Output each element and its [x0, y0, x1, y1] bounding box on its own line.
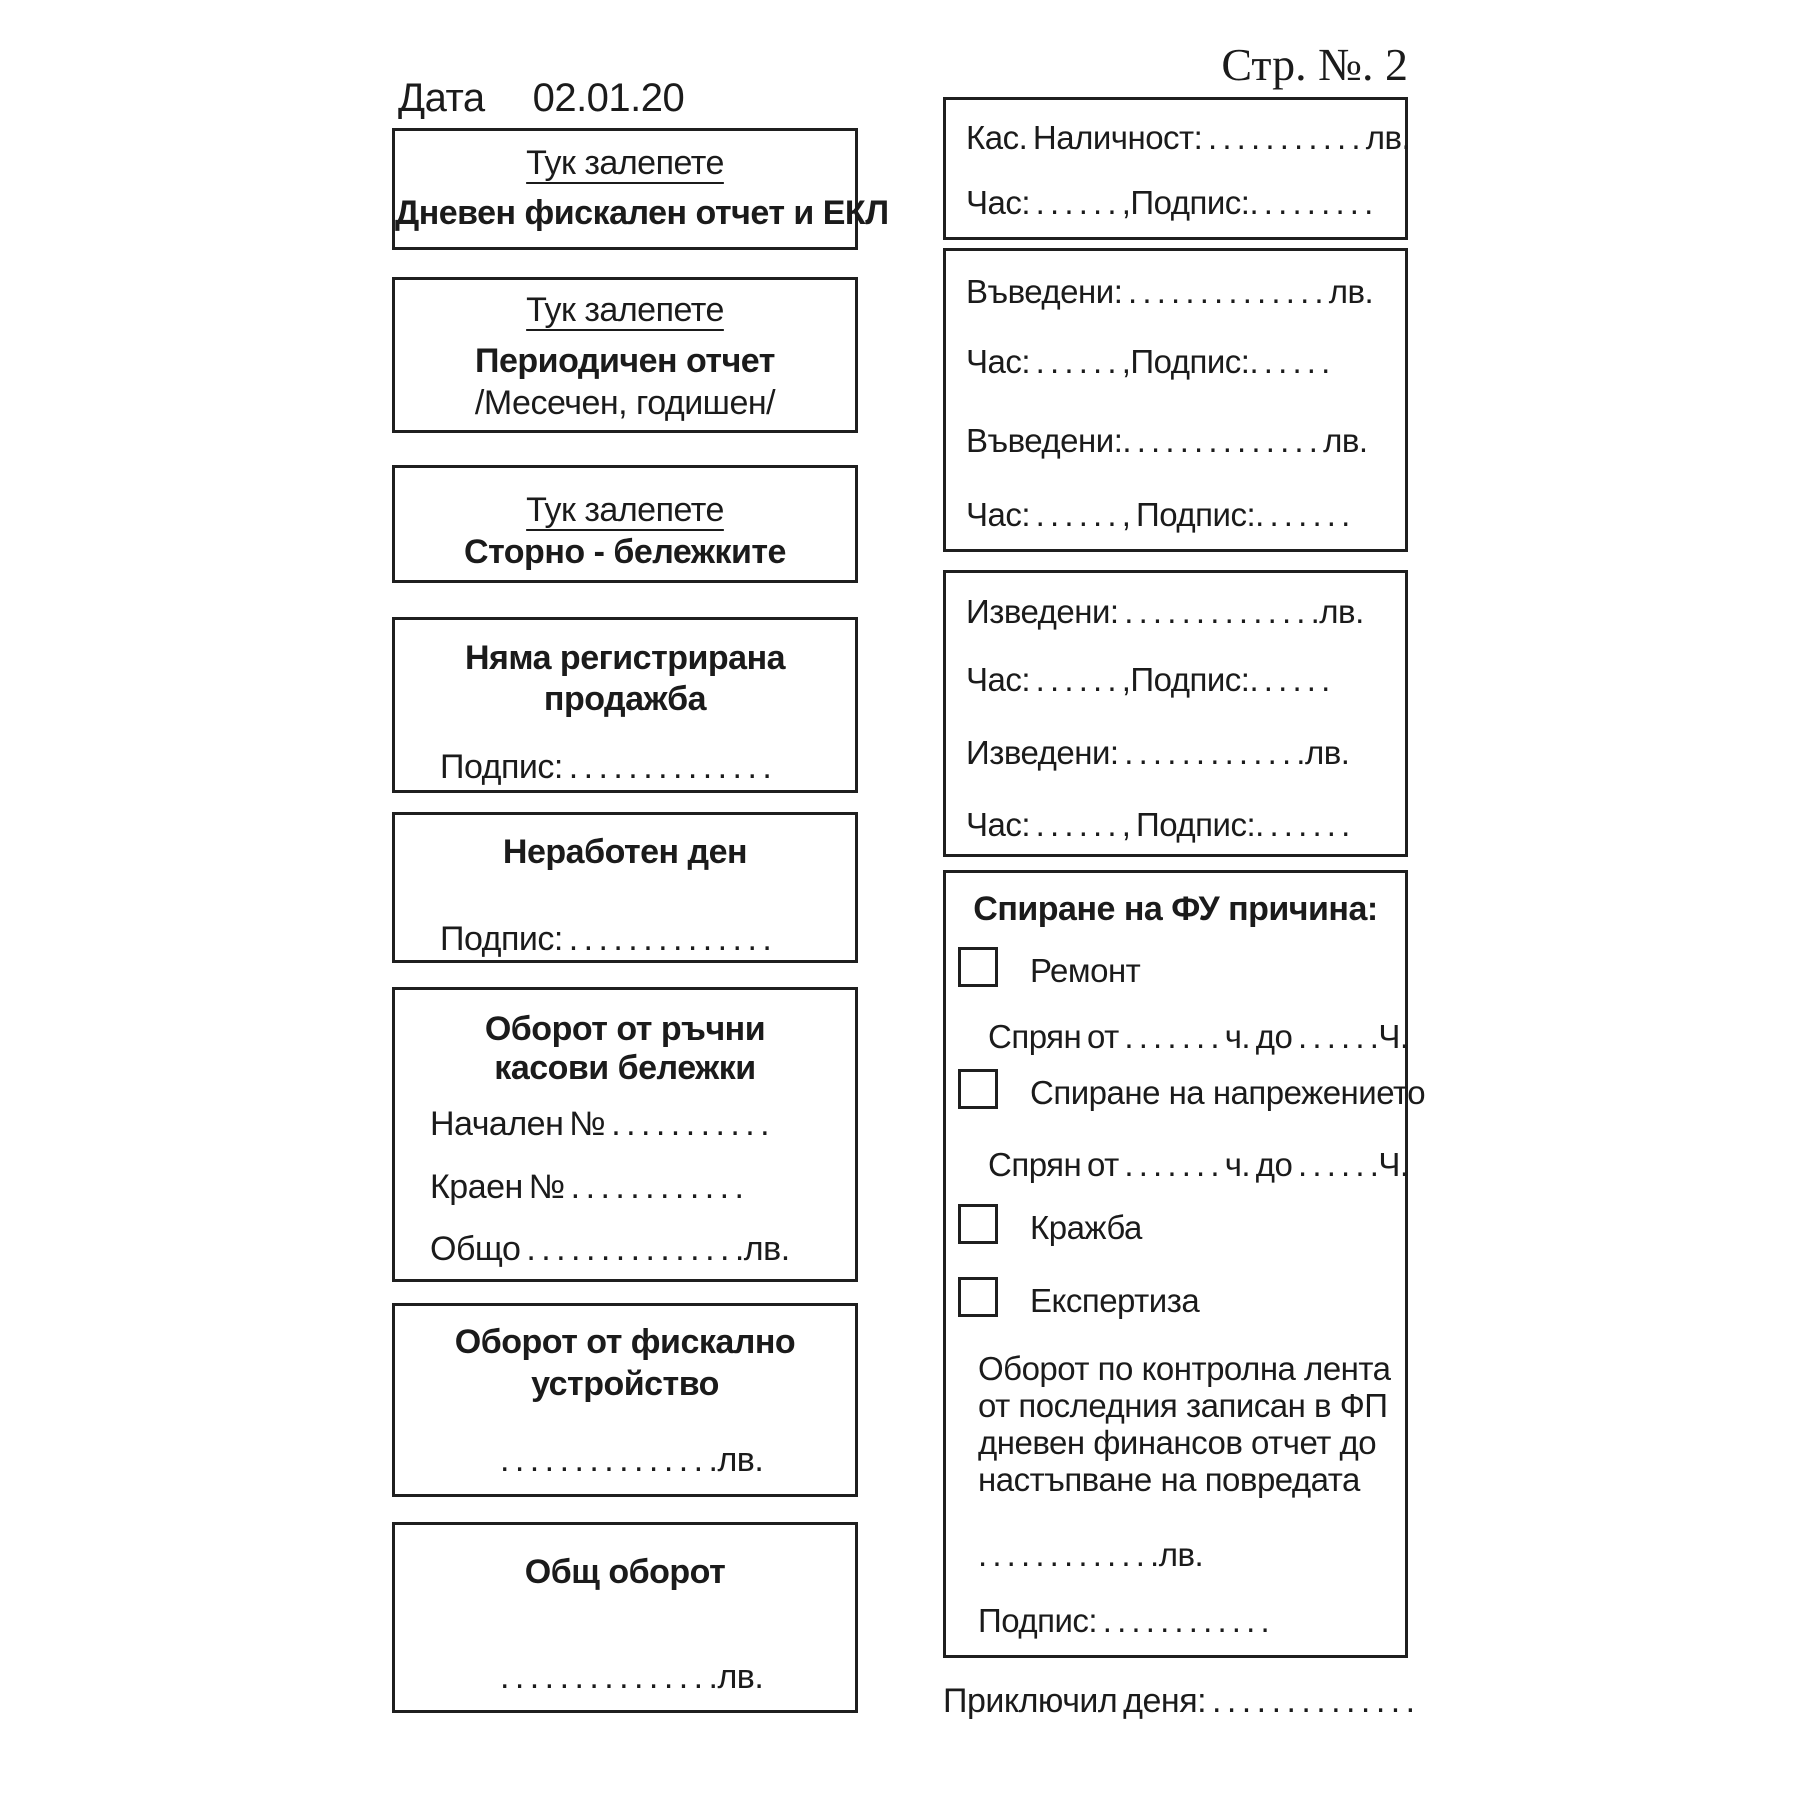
- fiscal-device-turnover-box: [392, 1303, 858, 1497]
- power-outage-label: Спиране на напрежението: [1030, 1074, 1426, 1111]
- periodic-report-box: [392, 277, 858, 433]
- fu-stop-box: [943, 870, 1426, 1658]
- total-line: Общо . . . . . . . . . . . . . . .лв.: [430, 1230, 790, 1268]
- manual-receipts-box: [392, 987, 858, 1282]
- daily-report-title: Дневен фискален отчет и ЕКЛ: [395, 194, 889, 232]
- repair-label: Ремонт: [1030, 952, 1141, 989]
- start-number-line: Начален № . . . . . . . . . . .: [430, 1105, 770, 1143]
- fiscal-turnover-title-1: Оборот от фискално: [454, 1323, 796, 1361]
- time-signature-line: Час: . . . . . . ,Подпис:. . . . . . . . .: [966, 184, 1373, 221]
- no-sales-box: [392, 617, 858, 793]
- expertise-checkbox[interactable]: [958, 1277, 998, 1317]
- total-turnover-box: [392, 1522, 858, 1713]
- deposited-line-1: Въведени: . . . . . . . . . . . . . . лв.: [966, 273, 1374, 310]
- nonworking-day-box: [392, 812, 858, 963]
- cash-balance-line: Кас. Наличност: . . . . . . . . . . . лв.: [966, 119, 1411, 156]
- paragraph-line-2: от последния записан в ФП: [978, 1387, 1388, 1424]
- signature-line: Подпис: . . . . . . . . . . . .: [978, 1602, 1270, 1639]
- withdrawn-line-2: Изведени: . . . . . . . . . . . . .лв.: [966, 734, 1350, 771]
- time-signature-line: Час: . . . . . . ,Подпис:. . . . . .: [966, 343, 1330, 380]
- fiscal-turnover-title-2: устройство: [531, 1365, 719, 1403]
- theft-label: Кражба: [1030, 1209, 1142, 1246]
- paste-here-label: Тук залепете: [526, 491, 724, 529]
- power-outage-checkbox[interactable]: [958, 1069, 998, 1109]
- control-tape-paragraph: [978, 1350, 1391, 1498]
- periodic-report-title: Периодичен отчет: [475, 342, 775, 380]
- amount-line: . . . . . . . . . . . . .лв.: [978, 1536, 1204, 1573]
- no-sales-title-1: Няма регистрирана: [464, 639, 786, 677]
- date-label: Дата: [398, 76, 485, 120]
- storno-box: [392, 465, 858, 583]
- date-value: 02.01.20: [532, 76, 685, 120]
- stopped-from-to-line-2: Спрян от . . . . . . . ч. до . . . . . .Ч.: [988, 1146, 1409, 1183]
- nonworking-day-title: Неработен ден: [502, 833, 748, 871]
- expertise-label: Експертиза: [1030, 1282, 1200, 1319]
- withdrawn-line-1: Изведени: . . . . . . . . . . . . . .лв.: [966, 593, 1364, 630]
- manual-receipts-title-1: Оборот от ръчни: [484, 1010, 766, 1048]
- periodic-report-subtitle: /Месечен, годишен/: [474, 384, 776, 422]
- day-closed-line: Приключил деня: . . . . . . . . . . . . . .: [943, 1682, 1415, 1720]
- date-row: [398, 76, 684, 121]
- signature-line: Подпис: . . . . . . . . . . . . . .: [440, 748, 772, 786]
- amount-line: . . . . . . . . . . . . . . .лв.: [500, 1441, 764, 1479]
- fu-stop-title: Спиране на ФУ причина:: [973, 890, 1378, 928]
- end-number-line: Краен № . . . . . . . . . . . .: [430, 1168, 744, 1206]
- amount-line: . . . . . . . . . . . . . . .лв.: [500, 1658, 764, 1696]
- cash-balance-box: [943, 97, 1411, 240]
- paste-here-label: Тук залепете: [526, 144, 724, 182]
- storno-title: Сторно - бележките: [464, 533, 786, 571]
- deposits-box: [943, 248, 1408, 552]
- paragraph-line-1: Оборот по контролна лента: [978, 1350, 1391, 1387]
- page-number: Стр. №. 2: [1221, 39, 1408, 90]
- paragraph-line-3: дневен финансов отчет до: [978, 1424, 1377, 1461]
- daily-report-box: [392, 128, 889, 250]
- deposited-line-2: Въведени:. . . . . . . . . . . . . . лв.: [966, 422, 1368, 459]
- paste-here-label: Тук залепете: [526, 291, 724, 329]
- total-turnover-title: Общ оборот: [524, 1553, 726, 1591]
- repair-checkbox[interactable]: [958, 947, 998, 987]
- time-signature-line: Час: . . . . . . , Подпис:. . . . . . .: [966, 806, 1350, 843]
- manual-receipts-title-2: касови бележки: [494, 1049, 756, 1087]
- stopped-from-to-line-1: Спрян от . . . . . . . ч. до . . . . . .Ч.: [988, 1018, 1409, 1055]
- theft-checkbox[interactable]: [958, 1204, 998, 1244]
- time-signature-line: Час: . . . . . . ,Подпис:. . . . . .: [966, 661, 1330, 698]
- no-sales-title-2: продажба: [543, 680, 707, 718]
- signature-line: Подпис: . . . . . . . . . . . . . .: [440, 920, 772, 958]
- withdrawals-box: [943, 570, 1408, 857]
- paragraph-line-4: настъпване на повредата: [978, 1461, 1360, 1498]
- time-signature-line: Час: . . . . . . , Подпис:. . . . . . .: [966, 496, 1350, 533]
